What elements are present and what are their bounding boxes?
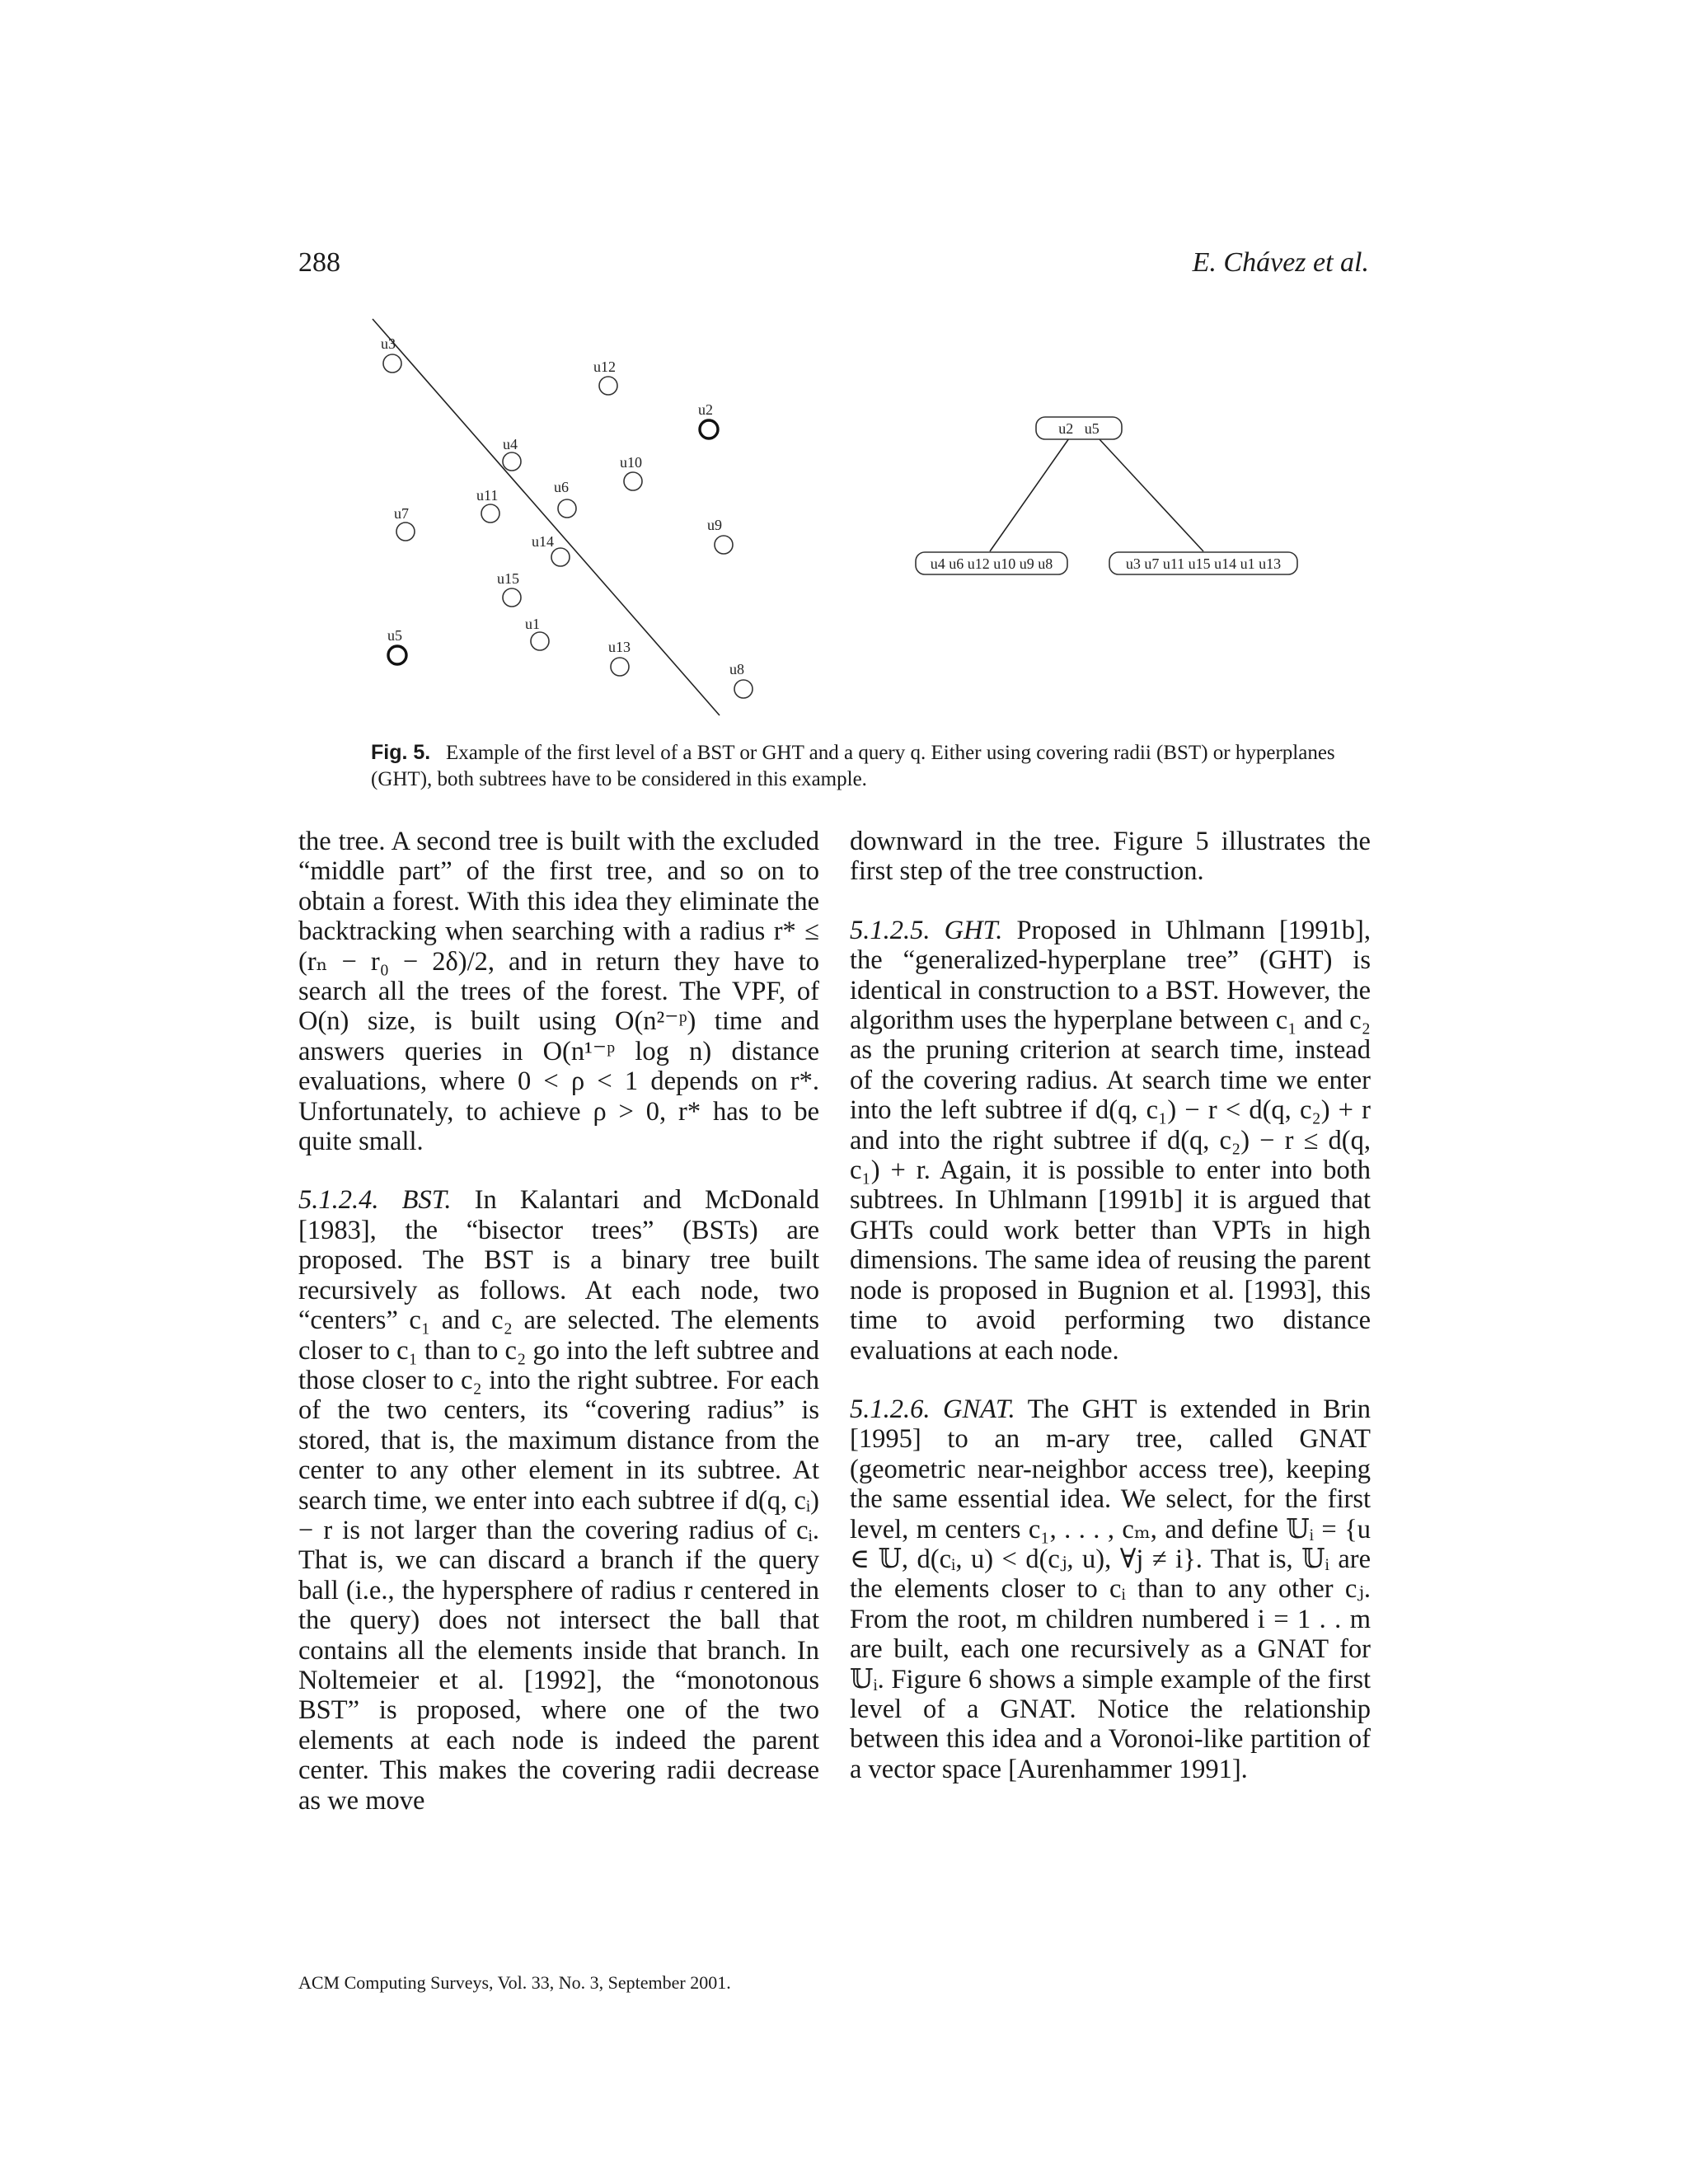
paragraph-vpf: the tree. A second tree is built with the excluded “middle part” of the first tree, and so on to obtain a forest. With this idea they eliminate the backtracking when searching with a radius r* ≤ (rₙ − r₀ − 2δ)/2, and in return they have to search all the trees of the forest. The VPF, of O(n) size, is built using O(n²⁻ᵖ) time and answers queries in O(n¹⁻ᵖ log n) distance evaluations, where 0 < ρ < 1 depends on r*. Unfortunately, to achieve ρ > 0, r* has to be quite small. (298, 827, 819, 1157)
svg-text:u3 u7 u11 u15 u14 u1 u13: u3 u7 u11 u15 u14 u1 u13 (1125, 555, 1282, 572)
section-number: 5.1.2.4. (298, 1185, 379, 1216)
tree-left-node (916, 552, 1067, 574)
figure-bst-example (363, 309, 1335, 721)
point-u6 (554, 479, 576, 518)
paragraph-text: Proposed in Uhlmann [1991b], the “generalized-hyperplane tree” (GHT) is identical in construction to a BST. However, the algorithm uses the hyperplane between c₁ and c₂ as the pruning criterion at search time, instead of the covering radius. At search time we enter into the left subtree if d(q, c₁) − r < d(q, c₂) + r and into the right subtree if d(q, c₂) − r ≤ d(q, c₁) + r. Again, it is possible to enter into both subtrees. In Uhlmann [1991b] it is argued that GHTs could work better than VPTs in high dimensions. The same idea of reusing the parent node is proposed in Bugnion et al. [1993], this time to avoid performing two distance evaluations at each node. (850, 915, 1371, 1366)
tree-edge-right (1099, 438, 1203, 551)
paragraph-ght (850, 916, 1371, 1366)
section-title: BST. (401, 1185, 452, 1216)
svg-text:u6: u6 (554, 479, 569, 495)
svg-text:u15: u15 (497, 570, 519, 587)
figure-svg (363, 309, 1335, 721)
svg-text:u4 u6 u12 u10 u9 u8: u4 u6 u12 u10 u9 u8 (930, 555, 1053, 572)
running-head: E. Chávez et al. (1192, 247, 1369, 278)
page-number: 288 (298, 247, 340, 278)
section-title: GNAT. (943, 1394, 1015, 1424)
tree-root-node (1036, 417, 1122, 439)
point-u5 (387, 627, 406, 664)
paragraph-bst-continued: downward in the tree. Figure 5 illustrates the first step of the tree construction. (850, 827, 1371, 887)
svg-text:u7: u7 (394, 505, 409, 522)
section-title: GHT. (944, 915, 1003, 945)
point-u4 (503, 436, 521, 471)
point-u7 (394, 505, 415, 541)
point-u1 (525, 616, 549, 650)
point-u15 (497, 570, 521, 607)
svg-text:u12: u12 (593, 359, 616, 375)
svg-text:u10: u10 (620, 454, 642, 471)
point-u12 (593, 359, 617, 395)
tree-edge-left (990, 438, 1069, 551)
point-u13 (608, 639, 631, 676)
svg-text:u14: u14 (532, 533, 554, 550)
point-u11 (476, 487, 499, 523)
svg-text:u4: u4 (503, 436, 518, 452)
svg-text:u2: u2 (698, 401, 713, 418)
paragraph-text: The GHT is extended in Brin [1995] to an m-ary tree, called GNAT (geometric near-neighbor access tree), keeping the same essential idea. We select, for the first level, m centers c₁, . . . , cₘ, and define 𝕌ᵢ = {u ∈ 𝕌, d(cᵢ, u) < d(cⱼ, u), ∀j ≠ i}. That is, 𝕌ᵢ are the elements closer to cᵢ than to any other cⱼ. From the root, m children numbered i = 1 . . m are built, each one recursively as a GNAT for 𝕌ᵢ. Figure 6 shows a simple example of the first level of a GNAT. Notice the relationship between this idea and a Voronoi-like partition of a vector space [Aurenhammer 1991]. (850, 1394, 1371, 1784)
svg-text:u1: u1 (525, 616, 540, 632)
svg-text:u8: u8 (729, 661, 744, 677)
point-u9 (707, 517, 733, 554)
hyperplane-line (373, 319, 720, 715)
svg-text:u3: u3 (381, 335, 396, 352)
caption-label: Fig. 5. (371, 741, 431, 764)
point-u2 (698, 401, 718, 438)
svg-text:u11: u11 (476, 487, 499, 504)
svg-text:u13: u13 (608, 639, 631, 655)
section-number: 5.1.2.6. (850, 1394, 931, 1424)
caption-text: Example of the first level of a BST or GHT and a query q. Either using covering radii (BST) or hyperplanes (GHT), both subtrees have to be considered in this example. (371, 742, 1335, 790)
svg-text:u5: u5 (387, 627, 402, 644)
point-u10 (620, 454, 642, 490)
tree-right-node (1109, 552, 1297, 574)
paragraph-bst (298, 1185, 819, 1816)
section-number: 5.1.2.5. (850, 915, 931, 945)
right-column (850, 827, 1371, 1784)
left-column (298, 827, 819, 1816)
svg-text:u2 u5: u2 u5 (1058, 420, 1100, 437)
paragraph-gnat (850, 1394, 1371, 1784)
point-u8 (729, 661, 753, 698)
point-u3 (381, 335, 401, 373)
journal-footer: ACM Computing Surveys, Vol. 33, No. 3, September 2001. (298, 1972, 731, 1993)
paragraph-text: In Kalantari and McDonald [1983], the “bisector trees” (BSTs) are proposed. The BST is a binary tree built recursively as follows. At each node, two “centers” c₁ and c₂ are selected. The elements closer to c₁ than to c₂ go into the left subtree and those closer to c₂ into the right subtree. For each of the two centers, its “covering radius” is stored, that is, the maximum distance from the center to any other element in its subtree. At search time, we enter into each subtree if d(q, cᵢ) − r is not larger than the covering radius of cᵢ. That is, we can discard a branch if the query ball (i.e., the hypersphere of radius r centered in the query) does not intersect the ball that contains all the elements inside that branch. In Noltemeier et al. [1992], the “monotonous BST” is proposed, where one of the two elements at each node is indeed the parent center. This makes the covering radii decrease as we move (298, 1185, 819, 1816)
svg-text:u9: u9 (707, 517, 722, 533)
figure-caption (371, 739, 1343, 793)
